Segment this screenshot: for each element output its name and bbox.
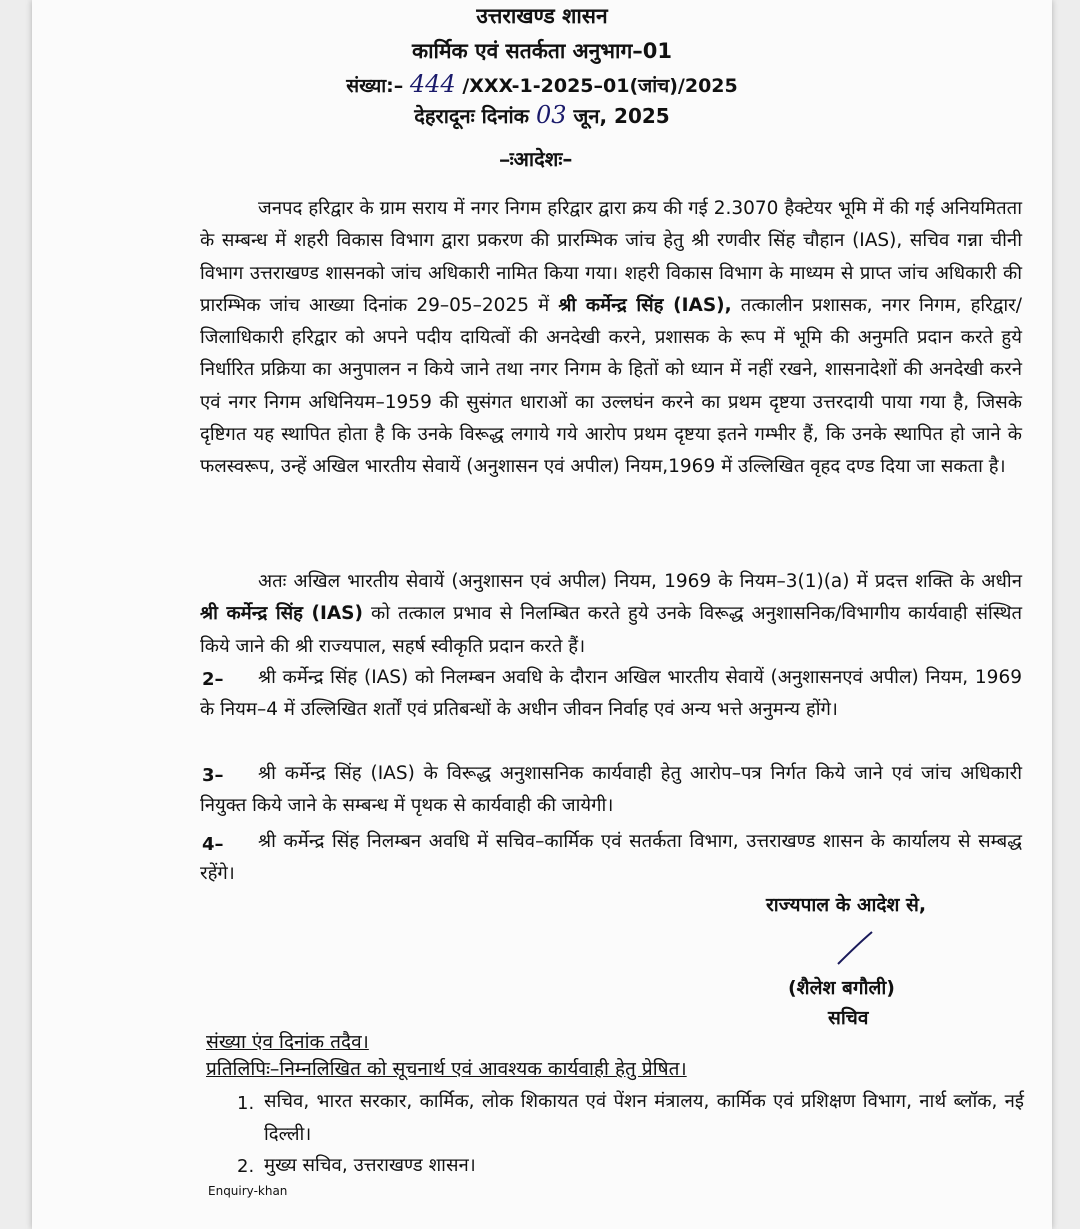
- section-heading: कार्मिक एवं सतर्कता अनुभाग–01: [411, 39, 673, 63]
- copy-to-label: प्रतिलिपिः: [206, 1058, 270, 1080]
- copy-item-2-number: 2.: [237, 1156, 255, 1177]
- officer-name-bold: श्री कर्मेन्द्र सिंह (IAS),: [558, 294, 732, 316]
- paragraph-2-part-b: को तत्काल प्रभाव से निलम्बित करते हुये उनके विरूद्ध अनुशासनिक/विभागीय कार्यवाही संस्थित किये जाने की श्री राज्यपाल, सहर्ष स्वीकृति प्रदान करते हैं।: [200, 603, 1022, 657]
- point-number-3: 3–: [202, 765, 224, 786]
- paragraph-point-4: श्री कर्मेन्द्र सिंह निलम्बन अवधि में सचिव–कार्मिक एवं सतर्कता विभाग, उत्तराखण्ड शासन के कार्यालय से सम्बद्ध रहेंगे।: [200, 831, 1022, 885]
- govt-heading: उत्तराखण्ड शासन: [476, 4, 608, 28]
- signature-mark: [832, 930, 882, 970]
- copy-item-1-text: सचिव, भारत सरकार, कार्मिक, लोक शिकायत एवं पेंशन मंत्रालय, कार्मिक एवं प्रशिक्षण विभाग, नार्थ ब्लॉक, नई दिल्ली।: [264, 1091, 1024, 1145]
- point-number-2: 2–: [202, 669, 224, 690]
- officer-name-bold-2: श्री कर्मेन्द्र सिंह (IAS): [200, 603, 363, 625]
- paragraph-point-3: श्री कर्मेन्द्र सिंह (IAS) के विरूद्ध अनुशासनिक कार्यवाही हेतु आरोप–पत्र निर्गत किये जाने एवं जांच अधिकारी नियुक्त किये जाने के सम्बन्ध में पृथक से कार्यवाही की जायेगी।: [200, 763, 1022, 817]
- document-page: [32, 0, 1052, 1229]
- paragraph-1: [200, 193, 1022, 484]
- point-number-4: 4–: [202, 834, 224, 855]
- paragraph-2-part-a: अतः अखिल भारतीय सेवायें (अनुशासन एवं अपील) नियम, 1969 के नियम–3(1)(a) में प्रदत्त शक्ति के अधीन: [258, 571, 1022, 592]
- copy-to-line: [206, 1055, 687, 1081]
- copy-item-1-number: 1.: [237, 1093, 255, 1114]
- reference-suffix: /XXX-1-2025–01(जांच)/2025: [462, 75, 738, 97]
- paragraph-1-part-b: तत्कालीन प्रशासक, नगर निगम, हरिद्वार/ जिलाधिकारी हरिद्वार को अपने पदीय दायित्वों की अनदेखी करने, प्रशासक के रूप में भूमि की अनुमति प्रदान करते हुये निर्धारित प्रक्रिया का अनुपालन न किये जाने तथा नगर निगम के हितों को ध्यान में नहीं रखने, शासनादेशों की अनदेखी करने एवं नगर निगम अधिनियम–1959 की सुसंगत धाराओं का उल्लघंन करने का प्रथम दृष्टया उत्तरदायी पाया गया है, जिसके दृष्टिगत यह स्थापित होता है कि उनके विरूद्ध लगाये गये आरोप प्रथम दृष्टया इतने गम्भीर हैं, कि उनके स्थापित हो जाने के फलस्वरूप, उन्हें अखिल भारतीय सेवायें (अनुशासन एवं अपील) नियम,1969 में उल्लिखित वृहद दण्ड दिया जा सकता है।: [200, 294, 1022, 478]
- reference-prefix: संख्या:–: [346, 75, 404, 97]
- governor-order-line: राज्यपाल के आदेश से,: [766, 894, 927, 916]
- paragraph-point-2: श्री कर्मेन्द्र सिंह (IAS) को निलम्बन अवधि के दौरान अखिल भारतीय सेवायें (अनुशासनएवं अपील) नियम, 1969 के नियम–4 में उल्लिखित शर्तों एवं प्रतिबन्धों के अधीन जीवन निर्वाह एवं अन्य भत्ते अनुमन्य होंगे।: [200, 667, 1022, 721]
- signatory-designation: सचिव: [828, 1007, 869, 1029]
- handwritten-date-day: 03: [536, 101, 567, 129]
- reference-same-date: संख्या एंव दिनांक तदैव।: [206, 1031, 369, 1053]
- date-suffix: जून, 2025: [573, 104, 670, 128]
- copy-to-text: –निम्नलिखित को सूचनार्थ एवं आवश्यक कार्यवाही हेतु प्रेषित।: [269, 1058, 687, 1080]
- copy-item-2-text: मुख्य सचिव, उत्तराखण्ड शासन।: [264, 1155, 476, 1176]
- signatory-name: (शैलेश बगौली): [788, 977, 895, 999]
- paragraph-2: [200, 566, 1022, 663]
- file-tag: Enquiry-khan: [208, 1184, 288, 1198]
- reference-line: [32, 70, 1052, 98]
- order-title: –ःआदेशः–: [499, 147, 573, 171]
- paragraph-1-part-a: जनपद हरिद्वार के ग्राम सराय में नगर निगम हरिद्वार द्वारा क्रय की गई 2.3070 हैक्टेयर भूमि में की गई अनियमितता के सम्बन्ध में शहरी विकास विभाग द्वारा प्रकरण की प्रारम्भिक जांच हेतु श्री रणवीर सिंह चौहान (IAS), सचिव गन्ना चीनी विभाग उत्तराखण्ड शासनको जांच अधिकारी नामित किया गया। शहरी विकास विभाग के माध्यम से प्राप्त जांच अधिकारी की प्रारम्भिक जांच आख्या दिनांक 29–05–2025 में: [200, 198, 1022, 316]
- handwritten-ref-number: 444: [409, 70, 456, 98]
- date-prefix: देहरादूनः दिनांक: [414, 104, 530, 128]
- date-line: [32, 101, 1052, 129]
